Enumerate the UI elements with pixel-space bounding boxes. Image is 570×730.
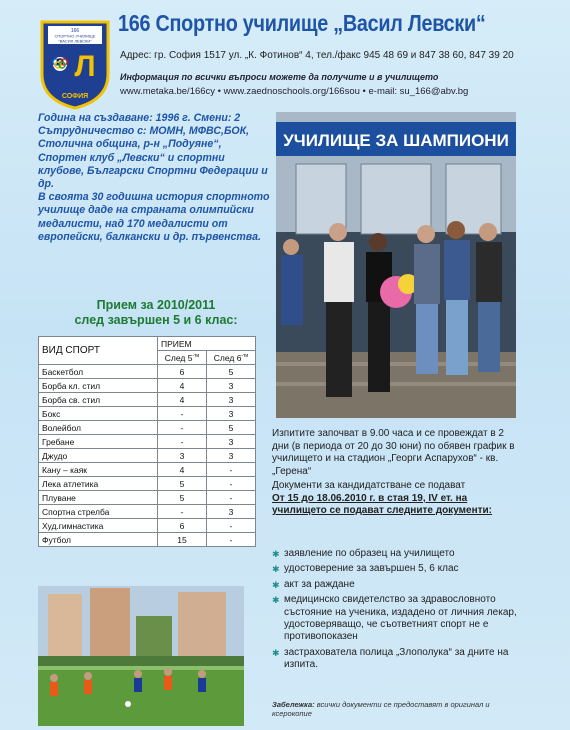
admission-after5: 5 [158, 477, 207, 491]
table-row [39, 407, 256, 421]
list-item [272, 563, 520, 575]
admission-after6: - [207, 463, 256, 477]
table-row [39, 533, 256, 547]
admission-after6: - [207, 477, 256, 491]
admission-after6: 5 [207, 365, 256, 379]
star-bullet-icon: ✱ [272, 595, 280, 606]
admission-after5: - [158, 435, 207, 449]
header-after5: След $5^{-ти}$ [158, 351, 207, 365]
admission-after5: 4 [158, 393, 207, 407]
admission-heading-line2: след завършен 5 и 6 клас: [74, 313, 238, 327]
table-row [39, 463, 256, 477]
intro-partners: Сътрудничество с: МОМН, МФВС,БОК, Столична община, р-н „Подуяне“, Спортен клуб „Левски“ и спортни клубове, Български Спортни Федерации и др. [38, 125, 268, 191]
intro-history: В своята 30 годишна история спортното училище даде на страната олимпийски медалисти, над 170 медалисти от европейски, балкански и др. първенства. [38, 191, 270, 243]
admission-after5: 4 [158, 379, 207, 393]
document-item-text: застрахователа полица „Злополука“ за дните на изпита. [284, 646, 509, 671]
school-intro [38, 112, 270, 244]
documents-intro: Документи за кандидатстване се подават [272, 480, 466, 491]
admission-after5: 5 [158, 491, 207, 505]
document-item-text: медицинско свидетелство за здравословното състояние на ученика, издадено от личния лекар, удостоверяващо, че съответният спорт не е противопоказен [284, 594, 517, 643]
documents-deadline: От 15 до 18.06.2010 г. в стая 19, IV ет. на училището се подават следните документи: [272, 492, 492, 517]
admission-after5: 4 [158, 463, 207, 477]
table-row [39, 379, 256, 393]
sport-name: Худ.гимнастика [39, 519, 158, 533]
note-text: всички документи се предоставят в оригинал и ксерокопие [272, 700, 490, 718]
header-after6: След $6^{-ти}$ [207, 351, 256, 365]
table-row [39, 519, 256, 533]
intro-founded: Година на създаване: 1996 г. Смени: 2 [38, 112, 241, 124]
admission-after6: 3 [207, 435, 256, 449]
admission-after6: 3 [207, 407, 256, 421]
star-bullet-icon: ✱ [272, 549, 280, 559]
header-sport: ВИД СПОРТ [39, 337, 158, 365]
sport-name: Бокс [39, 407, 158, 421]
admission-after5: 15 [158, 533, 207, 547]
admission-heading [30, 298, 282, 328]
table-row [39, 365, 256, 379]
banner-text: УЧИЛИЩЕ ЗА ШАМПИОНИ [283, 131, 509, 150]
sport-name: Плуване [39, 491, 158, 505]
header-admission: ПРИЕМ [158, 337, 256, 351]
logo-letter: Л [74, 50, 96, 83]
sports-admission-table [38, 336, 256, 547]
admission-after5: - [158, 407, 207, 421]
students-photo [276, 112, 516, 418]
logo-school-text: СПОРТНО УЧИЛИЩЕ [54, 33, 96, 39]
exam-info: Изпитите започват в 9.00 часа и се провеждат в 2 дни (в периода от 20 до 30 юни) по обявен график в училището и на стадион „Георги Аспарухов“ - кв. „Герена“ [272, 428, 515, 477]
table-row [39, 477, 256, 491]
admission-after5: 6 [158, 519, 207, 533]
school-title: 166 Спортно училище „Васил Левски“ [118, 10, 486, 36]
star-bullet-icon: ✱ [272, 579, 280, 590]
school-address: Адрес: гр. София 1517 ул. „К. Фотинов“ 4, тел./факс 945 48 69 и 847 38 60, 847 39 20 [120, 50, 514, 61]
document-item-text: акт за раждане [284, 578, 355, 590]
sport-name: Футбол [39, 533, 158, 547]
football-photo [38, 586, 244, 726]
table-row [39, 505, 256, 519]
document-item-text: удостоверение за завършен 5, 6 клас [284, 563, 459, 575]
list-item [272, 548, 520, 560]
table-row [39, 393, 256, 407]
logo-name-text: "ВАСИЛ ЛЕВСКИ" [58, 38, 92, 44]
star-bullet-icon: ✱ [272, 647, 280, 658]
admission-after5: 3 [158, 449, 207, 463]
web-links[interactable]: www.metaka.be/166cy • www.zaednoschools.org/166sou • e-mail: su_166@abv.bg [120, 86, 469, 97]
table-row [39, 435, 256, 449]
list-item [272, 594, 520, 644]
admission-after6: 3 [207, 449, 256, 463]
table-row [39, 449, 256, 463]
info-line: Информация по всички въпроси можете да получите и в училището [120, 72, 439, 82]
admission-after6: - [207, 533, 256, 547]
sport-name: Баскетбол [39, 365, 158, 379]
list-item [272, 647, 520, 672]
document-item-text: заявление по образец на училището [284, 548, 455, 559]
admission-after5: 6 [158, 365, 207, 379]
star-bullet-icon: ✱ [272, 564, 280, 575]
table-row [39, 491, 256, 505]
sport-name: Борба кл. стил [39, 379, 158, 393]
sport-name: Лека атлетика [39, 477, 158, 491]
admission-after5: - [158, 505, 207, 519]
admission-after6: 5 [207, 421, 256, 435]
sport-name: Борба св. стил [39, 393, 158, 407]
documents-info [272, 480, 520, 518]
admission-after5: - [158, 421, 207, 435]
sport-name: Волейбол [39, 421, 158, 435]
admission-after6: 3 [207, 393, 256, 407]
logo-city: СОФИЯ [61, 93, 89, 100]
sport-name: Спортна стрелба [39, 505, 158, 519]
list-item [272, 579, 520, 591]
sport-name: Джудо [39, 449, 158, 463]
football-ball-icon [125, 701, 131, 707]
logo-number: 166 [70, 28, 80, 34]
note-label: Забележка: [272, 700, 315, 709]
admission-after6: - [207, 519, 256, 533]
documents-note [272, 700, 520, 718]
table-row [39, 421, 256, 435]
sport-name: Кану – каяк [39, 463, 158, 477]
school-logo [38, 18, 112, 110]
admission-heading-line1: Прием за 2010/2011 [96, 298, 216, 312]
admission-after6: 3 [207, 505, 256, 519]
sport-name: Гребане [39, 435, 158, 449]
admission-after6: 3 [207, 379, 256, 393]
documents-list [272, 548, 520, 675]
admission-after6: - [207, 491, 256, 505]
